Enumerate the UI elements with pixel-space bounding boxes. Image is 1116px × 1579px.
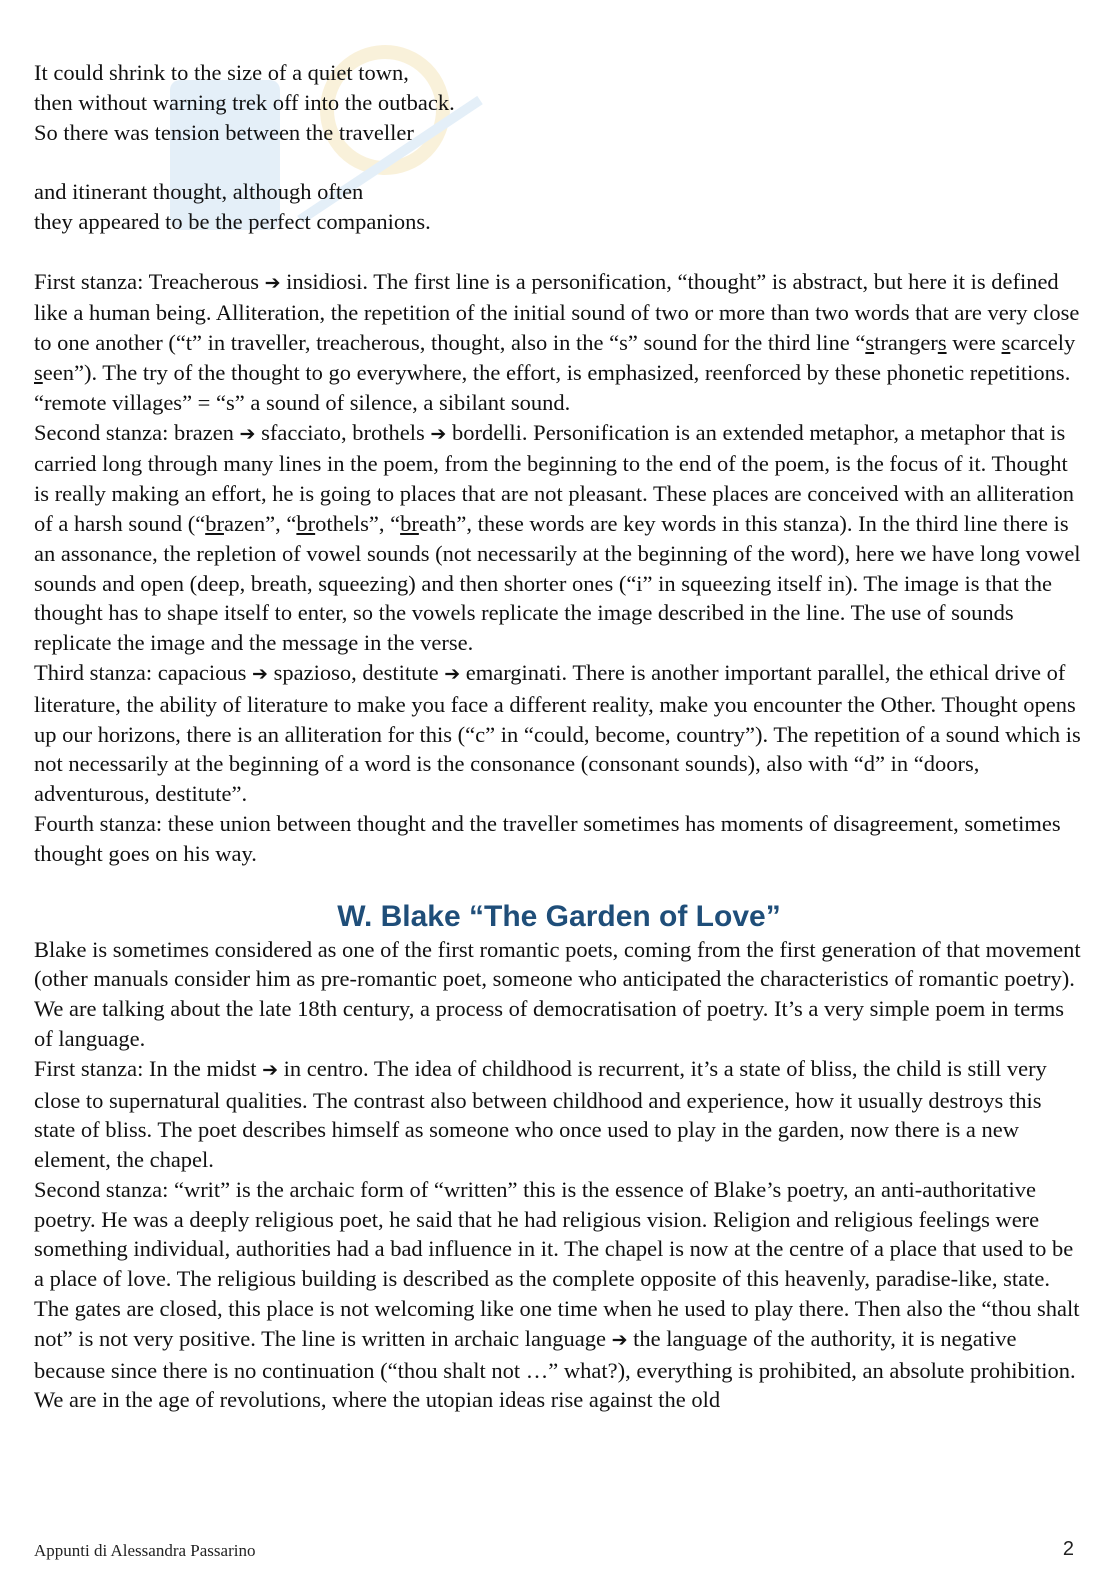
poem-line: So there was tension between the traveller — [34, 119, 414, 145]
second-stanza-analysis: Second stanza: brazen ➔ sfacciato, brothels ➔ bordelli. Personification is an extended metaphor, a metaphor that is carried long through many lines in the poem, from the beginning to the end of the poem, is the focus of it. Thought is really making an effort, he is going to places that are not pleasant. These places are conceived with an alliteration of a harsh sound (“brazen”, “brothels”, “breath”, these words are key words in this stanza). In the third line there is an assonance, the repletion of vowel sounds (not necessarily at the beginning of the word), here we have long vowel sounds and open (deep, breath, squeezing) and then shorter ones (“i” in squeezing itself in). The image is that the thought has to shape itself to enter, so the vowels replicate the image described in the line. The use of sounds replicate the image and the message in the verse. — [34, 419, 1081, 656]
poem-line: and itinerant thought, although often — [34, 179, 364, 205]
poem-line: It could shrink to the size of a quiet town, — [34, 60, 409, 85]
poem-line: then without warning trek off into the outback. — [34, 89, 455, 115]
section-gap — [34, 237, 1084, 267]
stanza-gap — [34, 147, 1084, 177]
page-number: 2 — [1062, 1538, 1074, 1560]
blake-second-stanza: Second stanza: “writ” is the archaic form of “written” this is the essence of Blake’s poetry, an anti-authoritative poetry. He was a deeply religious poet, he said that he had religious vision. Religion and religious feelings were something individual, authorities had a bad influence in it. The chapel is now at the centre of a place that used to be a place of love. The religious building is described as the complete opposite of this heavenly, paradise-like, state. The gates are closed, this place is not welcoming like one time when he used to play there. Then also the “thou shalt not” is not very positive. The line is written in archaic language ➔ the language of the authority, it is negative because since there is no continuation (“thou shalt not …” what?), everything is prohibited, an absolute prohibition. We are in the age of revolutions, where the utopian ideas rise against the old — [34, 1176, 1080, 1413]
page-content — [34, 58, 1084, 1415]
arrow-icon: ➔ — [430, 422, 447, 445]
arrow-icon: ➔ — [252, 662, 268, 685]
arrow-icon: ➔ — [262, 1058, 279, 1081]
section-heading: W. Blake “The Garden of Love” — [337, 899, 781, 933]
arrow-icon: ➔ — [239, 422, 256, 445]
arrow-icon: ➔ — [611, 1328, 628, 1351]
fourth-stanza-analysis: Fourth stanza: these union between thought and the traveller sometimes has moments of disagreement, sometimes thought goes on his way. — [34, 810, 1061, 866]
blake-first-stanza: First stanza: In the midst ➔ in centro. The idea of childhood is recurrent, it’s a state of bliss, the child is still very close to supernatural qualities. The contrast also between childhood and experience, how it usually destroys this state of bliss. The poet describes himself as someone who once used to play in the garden, now there is a new element, the chapel. — [34, 1055, 1047, 1173]
poem-excerpt — [34, 58, 1084, 237]
poem-line: they appeared to be the perfect companions. — [34, 208, 431, 234]
arrow-icon: ➔ — [444, 662, 461, 685]
footer-author: Appunti di Alessandra Passarino — [34, 1541, 256, 1560]
arrow-icon: ➔ — [264, 271, 281, 294]
third-stanza-analysis: Third stanza: capacious ➔ spazioso, destitute ➔ emarginati. There is another important parallel, the ethical drive of literature, the ability of literature to make you face a different reality, make you encounter the Other. Thought opens up our horizons, there is an alliteration for this (“c” in “could, become, country”). The repetition of a sound which is not necessarily at the beginning of a word is the consonance (consonant sounds), also with “d” in “doors, adventurous, destitute”. — [34, 659, 1081, 807]
first-stanza-analysis: First stanza: Treacherous ➔ insidiosi. The first line is a personification, “thought” is abstract, but here it is defined like a human being. Alliteration, the repetition of the initial sound of two or more than two words that are very close to one another (“t” in traveller, treacherous, thought, also in the “s” sound for the third line “strangers were scarcely seen”). The try of the thought to go everywhere, the effort, is emphasized, reenforced by these phonetic repetitions. “remote villages” = “s” a sound of silence, a sibilant sound. — [34, 268, 1080, 415]
blake-intro: Blake is sometimes considered as one of the first romantic poets, coming from the first generation of that movement (other manuals consider him as pre-romantic poet, someone who anticipated the characteristics of romantic poetry). We are talking about the late 18th century, a process of democratisation of poetry. It’s a very simple poem in terms of language. — [34, 936, 1081, 1051]
